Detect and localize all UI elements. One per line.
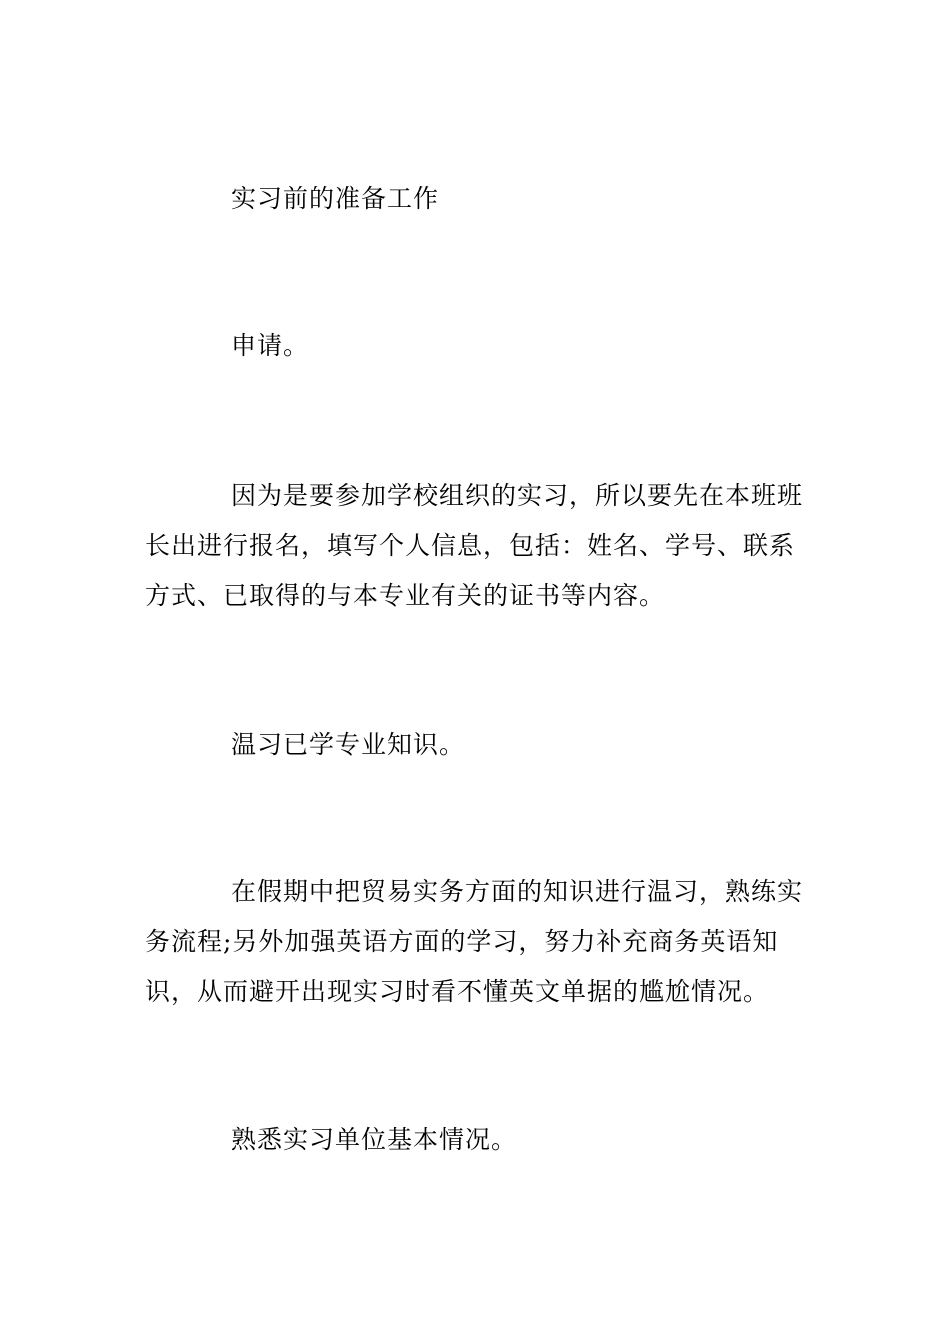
paragraph-review-details: 在假期中把贸易实务方面的知识进行温习，熟练实务流程;另外加强英语方面的学习，努力补充商务英语知识，从而避开出现实习时看不懂英文单据的尴尬情况。 <box>145 877 804 1006</box>
section-heading-preparation: 实习前的准备工作 <box>231 184 440 213</box>
step-heading-know-unit: 熟悉实习单位基本情况。 <box>231 1125 518 1154</box>
paragraph-apply-details: 因为是要参加学校组织的实习，所以要先在本班班长出进行报名，填写个人信息，包括：姓名、学号、联系方式、已取得的与本专业有关的证书等内容。 <box>145 481 804 610</box>
step-heading-review-knowledge: 温习已学专业知识。 <box>231 730 466 759</box>
step-heading-apply: 申请。 <box>231 331 310 360</box>
